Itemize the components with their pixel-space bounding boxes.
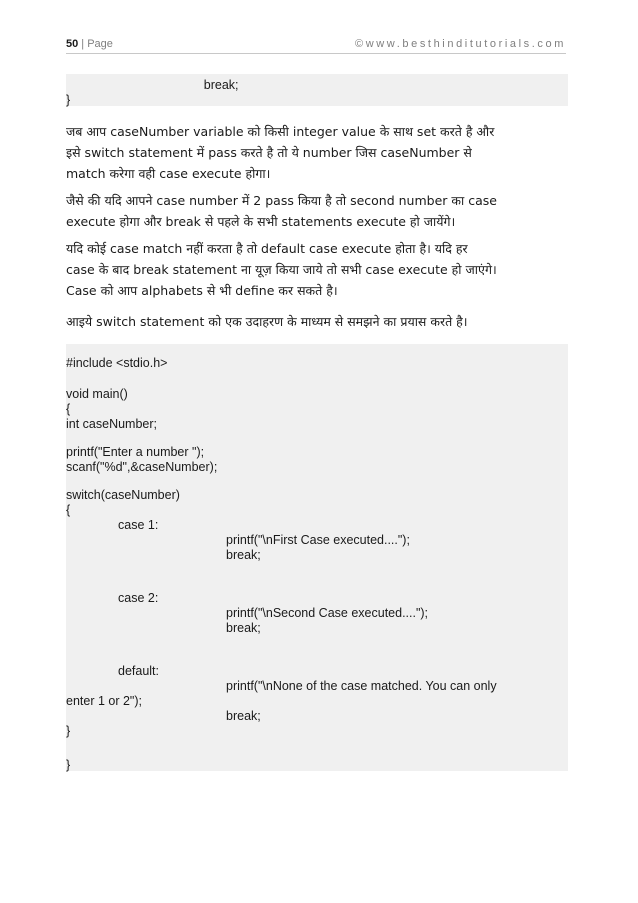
page-number [66, 38, 113, 50]
code-line: printf("Enter a number "); [66, 445, 205, 459]
code-line: printf("\nSecond Case executed...."); [226, 606, 429, 620]
code-line: printf("\nFirst Case executed...."); [226, 533, 410, 547]
code-block-example [66, 344, 568, 771]
paragraph-line: match करेगा वही case execute होगा। [66, 166, 271, 181]
code-line: break; [176, 78, 239, 92]
paragraph-line: जैसे की यदि आपने case number में 2 pass किया है तो second number का case [66, 193, 497, 208]
code-line: } [66, 758, 71, 772]
code-line: break; [226, 709, 261, 723]
code-line: break; [226, 548, 261, 562]
page-label: | Page [78, 38, 113, 50]
code-line: enter 1 or 2"); [66, 694, 143, 708]
paragraph-line: case के बाद break statement ना यूज़ किया जाये तो सभी case execute हो जाएंगे। [66, 262, 497, 277]
paragraph-line: Case को आप alphabets से भी define कर सकते है। [66, 283, 338, 298]
code-line: default: [118, 664, 160, 678]
code-line: scanf("%d",&caseNumber); [66, 460, 218, 474]
code-line: { [66, 503, 71, 517]
code-line: printf("\nNone of the case matched. You can only [226, 679, 497, 693]
code-line: switch(caseNumber) [66, 488, 180, 502]
page-header [66, 33, 566, 54]
code-line: case 2: [118, 591, 159, 605]
paragraph-line: यदि कोई case match नहीं करता है तो default case execute होता है। यदि हर [66, 241, 468, 256]
code-line: } [66, 724, 71, 738]
paragraph-line: execute होगा और break से पहले के सभी statements execute हो जायेंगे। [66, 214, 456, 229]
code-line: } [66, 93, 71, 107]
page-number-value: 50 [66, 38, 79, 50]
code-line: case 1: [118, 518, 159, 532]
paragraph-line: इसे switch statement में pass करते है तो ये number जिस caseNumber से [66, 145, 472, 160]
code-line: void main() [66, 387, 128, 401]
website-url: ©www.besthinditutorials.com [355, 38, 566, 50]
paragraph-line: जब आप caseNumber variable को किसी integer value के साथ set करते है और [66, 124, 495, 139]
code-line: #include <stdio.h> [66, 356, 168, 370]
code-line: int caseNumber; [66, 417, 158, 431]
code-line: { [66, 402, 71, 416]
paragraph-line: आइये switch statement को एक उदाहरण के माध्यम से समझने का प्रयास करते है। [66, 314, 468, 329]
code-line: break; [226, 621, 261, 635]
code-block-top [66, 74, 568, 106]
